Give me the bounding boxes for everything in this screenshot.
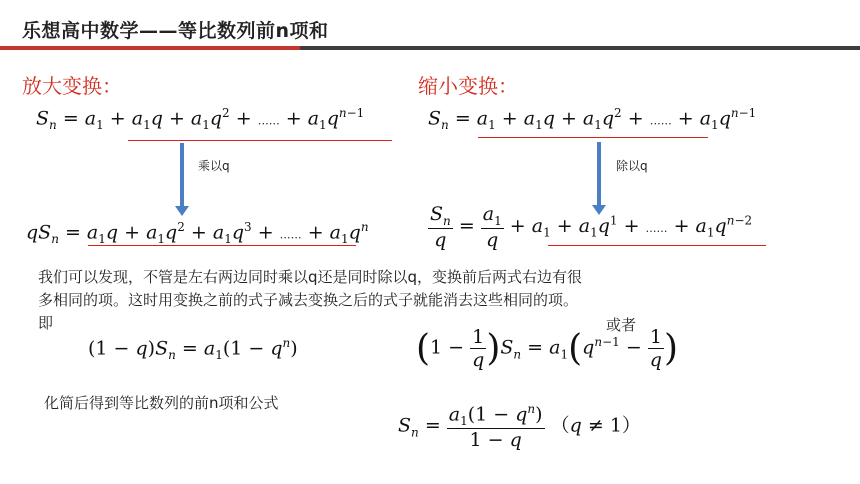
right-underline-1 — [478, 137, 708, 138]
scaled-formula-left: $qS_n = a_1q + a_1q^2 + a_1q^3$ + …… + $a_1q^n$ — [26, 220, 369, 247]
left-underline-2 — [88, 245, 356, 246]
down-arrow-right — [597, 142, 601, 206]
right-underline-2 — [548, 245, 766, 246]
down-arrow-left-head — [175, 206, 189, 216]
conclusion-text: 化简后得到等比数列的前n项和公式 — [44, 394, 279, 412]
page-title: 乐想高中数学——等比数列前n项和 — [22, 20, 329, 42]
subtraction-result-right: (1 − $\frac{1}{q}$ )$S_n = a_1(q^{n-1}$ − $\frac{1}{q}$ ) — [416, 326, 678, 371]
explanation-line-3: 即 — [38, 314, 54, 332]
left-heading: 放大变换： — [22, 74, 122, 98]
left-underline-1 — [128, 140, 392, 141]
right-heading: 缩小变换： — [418, 74, 518, 98]
down-arrow-left — [180, 143, 184, 207]
title-accent-bar — [0, 46, 300, 50]
explanation-line-2: 多相同的项。这时用变换之前的式子减去变换之后的式子就能消去这些相同的项。 — [38, 291, 579, 309]
sum-formula-right: $S_n = a_1 + a_1q + a_1q^2$ + …… + $a_1q^{n-1}$ — [428, 106, 757, 133]
final-sum-formula: $S_n$ = $\frac{a_1(1 - q^n)}{1 - q}$ （q ≠ 1） — [398, 402, 641, 452]
multiply-q-label: 乘以q — [198, 159, 230, 173]
divide-q-label: 除以q — [616, 159, 648, 173]
explanation-line-1: 我们可以发现，不管是左右两边同时乘以q还是同时除以q，变换前后两式右边有很 — [38, 268, 583, 286]
scaled-formula-right: $\frac{S_n}{q}$ = $\frac{a_1}{q}$ + $a_1 + a_1q^1$ + …… + $a_1q^{n-2}$ — [430, 203, 753, 251]
sum-formula-left: $S_n = a_1 + a_1q + a_1q^2$ + …… + $a_1q^{n-1}$ — [36, 106, 365, 133]
or-label: 或者 — [606, 316, 637, 334]
subtraction-result-left: $(1 - q)S_n = a_1(1 - q^n)$ — [88, 336, 298, 363]
